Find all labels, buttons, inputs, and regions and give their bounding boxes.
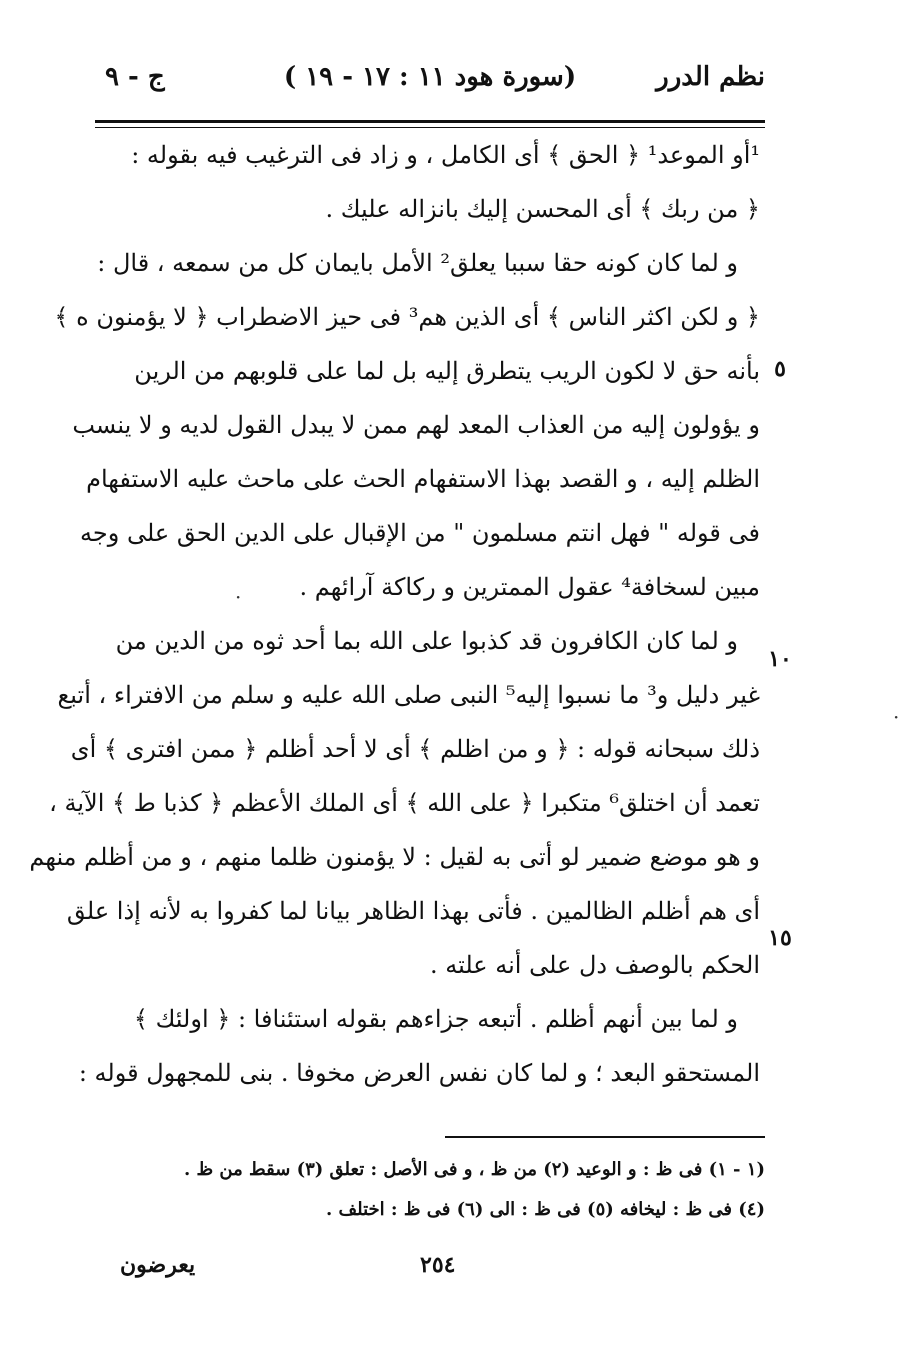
text-line: غير دليل و³ ما نسبوا إليه⁵ النبى صلى الله عليه و سلم من الافتراء ، أتبع	[57, 681, 760, 709]
text-line: مبين لسخافة⁴ عقول الممترين و ركاكة آرائهم .	[299, 573, 760, 601]
text-line: و يؤولون إليه من العذاب المعد لهم ممن لا يبدل القول لديه و لا ينسب	[72, 411, 760, 439]
stray-dot: ·	[235, 585, 242, 609]
page-footer	[120, 1252, 640, 1292]
line-number-5: ٥	[774, 356, 786, 382]
volume-label: ج - ٩	[105, 62, 165, 92]
text-line: و لما كان كونه حقا سببا يعلق² الأمل بايمان كل من سمعه ، قال :	[97, 249, 738, 277]
book-title: نظم الدرر	[656, 62, 765, 92]
stray-dot: ·	[893, 705, 900, 729]
text-line: ﴿ و لكن اكثر الناس ﴾ أى الذين هم³ فى حيز الاضطراب ﴿ لا يؤمنون ه ﴾	[54, 303, 760, 331]
text-line: ﴿ من ربك ﴾ أى المحسن إليك بانزاله عليك .	[325, 195, 760, 223]
text-line: و لما بين أنهم أظلم . أتبعه جزاءهم بقوله استئنافا : ﴿ اولئك ﴾	[133, 1005, 738, 1033]
text-line: أى هم أظلم الظالمين . فأتى بهذا الظاهر بيانا لما كفروا به لأنه إذا علق	[66, 897, 760, 925]
header-rule-thick	[95, 120, 765, 123]
text-line: الحكم بالوصف دل على أنه علته .	[429, 951, 760, 979]
text-line: تعمد أن اختلق⁶ متكبرا ﴿ على الله ﴾ أى الملك الأعظم ﴿ كذبا ط ﴾ الآية ،	[49, 789, 760, 817]
text-line: ¹أو الموعد¹ ﴿ الحق ﴾ أى الكامل ، و زاد فى الترغيب فيه بقوله :	[131, 141, 760, 169]
page-number: ٢٥٤	[420, 1252, 456, 1278]
footnote-rule	[445, 1136, 765, 1138]
footnote-line: (١ - ١) فى ظ : و الوعيد (٢) من ظ ، و فى الأصل : تعلق (٣) سقط من ظ .	[183, 1159, 765, 1180]
footnotes	[105, 1150, 765, 1230]
text-line: و هو موضع ضمير لو أتى به لقيل : لا يؤمنون ظلما منهم ، و من أظلم منهم	[29, 843, 760, 871]
text-line: و لما كان الكافرون قد كذبوا على الله بما أحد ثوه من الدين من	[115, 627, 738, 655]
text-line: فى قوله " فهل انتم مسلمون " من الإقبال على الدين الحق على وجه	[80, 519, 760, 547]
text-line: بأنه حق لا لكون الريب يتطرق إليه بل لما على قلوبهم من الرين	[134, 357, 760, 385]
footnote-line: (٤) فى ظ : ليخافه (٥) فى ظ : الى (٦) فى ظ : اختلف .	[325, 1199, 765, 1220]
main-text	[29, 128, 760, 1100]
line-number-15: ١٥	[768, 925, 792, 951]
surah-range: (سورة هود ١١ : ١٧ - ١٩ )	[283, 62, 577, 92]
text-line: ذلك سبحانه قوله : ﴿ و من اظلم ﴾ أى لا أحد أظلم ﴿ ممن افترى ﴾ أى	[70, 735, 760, 763]
text-line: المستحقو البعد ؛ و لما كان نفس العرض مخوفا . بنى للمجهول قوله :	[78, 1059, 760, 1087]
line-number-10: ١٠	[768, 646, 792, 672]
text-line: الظلم إليه ، و القصد بهذا الاستفهام الحث على ماحث عليه الاستفهام	[86, 465, 760, 493]
catchword: يعرضون	[120, 1252, 196, 1278]
running-header	[95, 62, 765, 112]
